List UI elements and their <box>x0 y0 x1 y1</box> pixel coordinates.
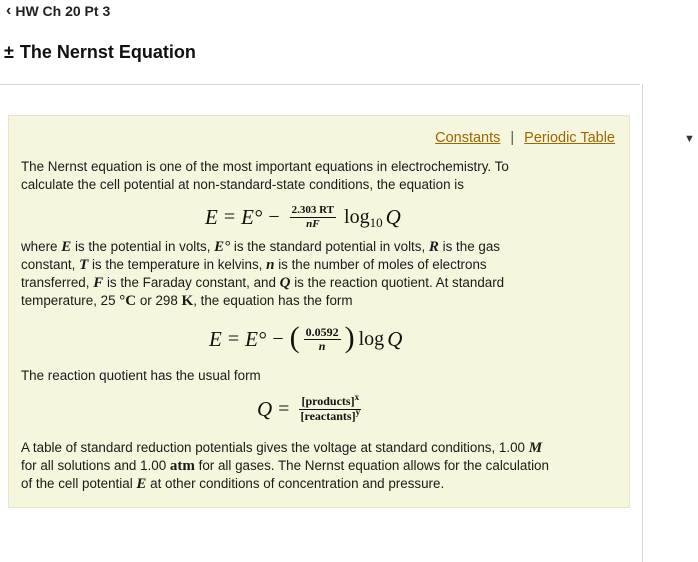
eq1-equals: = <box>223 206 236 228</box>
eq3-denominator: [reactants]$^y$ <box>300 407 361 423</box>
eq1-denominator: nF <box>306 218 320 230</box>
nernst-equation-298k <box>209 321 403 354</box>
constants-link[interactable]: Constants <box>435 130 501 146</box>
side-divider <box>642 84 643 562</box>
definitions-line-3: transferred, F is the Faraday constant, and Q is the reaction quotient. At standard <box>21 275 505 291</box>
eq3-numerator: [products]$^x$ <box>301 392 360 408</box>
eq3-equals: = <box>278 398 290 420</box>
quotient-text: The reaction quotient has the usual form <box>21 368 261 383</box>
expand-toggle-icon[interactable]: ± <box>4 42 14 62</box>
closing-line-3: of the cell potential E at other conditions of concentration and pressure. <box>21 476 445 492</box>
eq1-fraction <box>290 204 336 231</box>
eq3-denominator-exponent: y <box>355 407 361 417</box>
eq2-numerator: 0.0592 <box>305 324 339 339</box>
eq2-minus: − <box>272 327 284 350</box>
eq3-numerator-exponent: x <box>354 392 360 402</box>
nernst-equation <box>205 204 401 231</box>
chevron-left-icon: ‹ <box>6 2 12 19</box>
eq2-q: Q <box>387 326 403 351</box>
page-title[interactable] <box>4 42 196 63</box>
eq2-equals: = <box>227 327 240 350</box>
eq2-lhs: E <box>209 326 222 351</box>
intro-panel <box>8 115 630 508</box>
eq1-log: log <box>344 206 370 228</box>
definitions-line-2: constant, T is the temperature in kelvins, n is the number of moles of electrons <box>21 257 487 273</box>
eq1-log-base: 10 <box>369 214 383 230</box>
back-link-label: HW Ch 20 Pt 3 <box>15 3 111 19</box>
reaction-quotient-equation <box>257 392 365 424</box>
eq2-fraction <box>304 326 341 353</box>
intro-line-1: The Nernst equation is one of the most important equations in electrochemistry. To <box>21 159 509 174</box>
intro-line-2: calculate the cell potential at non-standard-state conditions, the equation is <box>21 177 464 192</box>
eq2-denominator: n <box>318 338 326 353</box>
eq1-minus: − <box>268 206 280 228</box>
closing-line-2: for all solutions and 1.00 atm for all gases. The Nernst equation allows for the calculation <box>21 458 549 474</box>
definitions-line-4: temperature, 25 °C or 298 K, the equation has the form <box>21 293 353 309</box>
eq1-lhs: E <box>205 205 218 229</box>
back-link[interactable] <box>6 3 110 19</box>
caret-down-icon[interactable]: ▼ <box>684 133 695 145</box>
eq2-right-paren: ) <box>344 321 355 354</box>
intro-text <box>21 158 611 194</box>
periodic-table-link[interactable]: Periodic Table <box>524 130 615 146</box>
reference-links <box>435 130 615 146</box>
page-title-text: The Nernst Equation <box>19 42 196 62</box>
eq3-lhs: Q <box>257 397 273 421</box>
link-separator: | <box>510 130 515 146</box>
eq1-q: Q <box>385 205 401 229</box>
eq1-numerator: 2.303 RT <box>291 204 335 216</box>
eq2-e0: E° <box>245 326 267 351</box>
eq2-log: log <box>358 327 385 350</box>
closing-line-1: A table of standard reduction potentials gives the voltage at standard conditions, 1.00 M <box>21 440 543 456</box>
eq2-left-paren: ( <box>289 321 300 354</box>
definitions-line-1: where E is the potential in volts, E° is the standard potential in volts, R is the gas <box>21 239 500 255</box>
eq1-e0: E° <box>241 205 263 229</box>
header-divider <box>0 84 640 85</box>
eq3-fraction <box>299 392 361 424</box>
definitions-text <box>21 238 611 310</box>
closing-text <box>21 439 611 493</box>
